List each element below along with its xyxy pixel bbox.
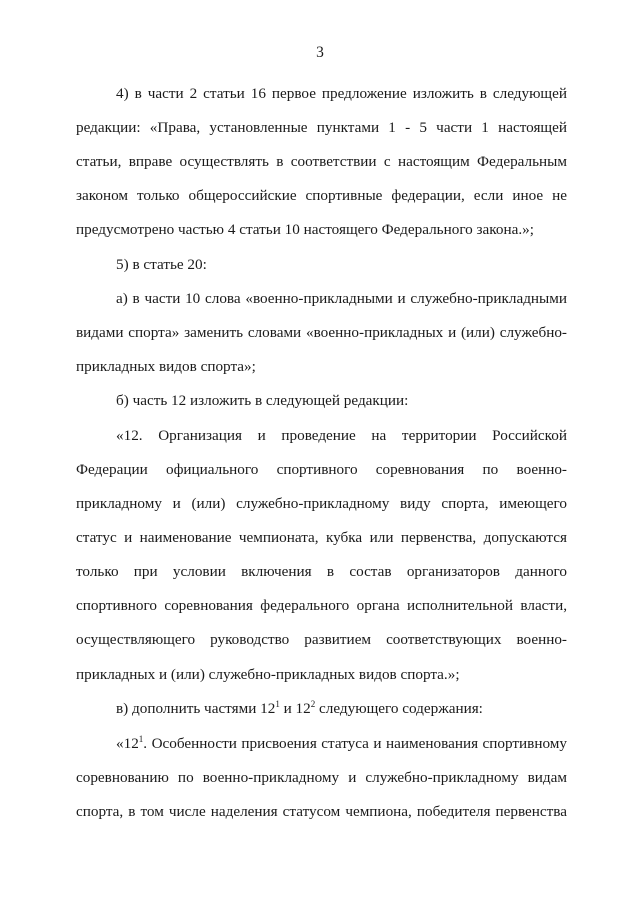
quote-12-line-5: только при условии включения в состав организаторов данного (76, 563, 567, 580)
quote-12-1-line-1 (116, 734, 567, 754)
quote-12-1-prefix: «12 (116, 735, 139, 752)
paragraph-5a-line-3: прикладных видов спорта»; (76, 358, 256, 375)
paragraph-4-line-4: законом только общероссийские спортивные федерации, если иное не (76, 187, 567, 204)
quote-12-line-4: статус и наименование чемпионата, кубка или первенства, допускаются (76, 529, 567, 546)
quote-12-line-3: прикладному и (или) служебно-прикладному виду спорта, имеющего (76, 495, 567, 512)
paragraph-5v-text-start: в) дополнить частями 12 (116, 700, 276, 717)
paragraph-5v-text-middle: и 12 (279, 700, 311, 717)
quote-12-line-2: Федерации официального спортивного соревнования по военно- (76, 461, 567, 478)
superscript-1: 1 (138, 734, 144, 744)
paragraph-5a-line-2: видами спорта» заменить словами «военно-прикладных и (или) служебно- (76, 324, 567, 341)
superscript-1: 1 (275, 699, 280, 709)
superscript-2: 2 (310, 699, 316, 709)
paragraph-4-line-2: редакции: «Права, установленные пунктами 1 - 5 части 1 настоящей (76, 119, 567, 136)
paragraph-4-line-3: статьи, вправе осуществлять в соответствии с настоящим Федеральным (76, 153, 567, 170)
page-number: 3 (316, 44, 324, 61)
quote-12-line-8: прикладных и (или) служебно-прикладных видов спорта.»; (76, 666, 460, 683)
paragraph-5b-line-1: б) часть 12 изложить в следующей редакции: (116, 392, 409, 409)
quote-12-1-line-3: спорта, в том числе наделения статусом чемпиона, победителя первенства (76, 803, 567, 820)
quote-12-1-text: . Особенности присвоения статуса и наименования спортивному (143, 735, 567, 752)
paragraph-4-line-1: 4) в части 2 статьи 16 первое предложение изложить в следующей (116, 85, 567, 102)
quote-12-1-line-2: соревнованию по военно-прикладному и служебно-прикладному видам (76, 769, 567, 786)
paragraph-5a-line-1: а) в части 10 слова «военно-прикладными и служебно-прикладными (116, 290, 567, 307)
paragraph-5-heading: 5) в статье 20: (116, 256, 207, 273)
paragraph-5v-line-1 (116, 699, 567, 719)
quote-12-line-1: «12. Организация и проведение на территории Российской (116, 427, 567, 444)
paragraph-4-line-5: предусмотрено частью 4 статьи 10 настоящего Федерального закона.»; (76, 221, 534, 238)
quote-12-line-7: осуществляющего руководство развитием соответствующих военно- (76, 631, 567, 648)
paragraph-5v-text-end: следующего содержания: (315, 700, 483, 717)
quote-12-line-6: спортивного соревнования федерального органа исполнительной власти, (76, 597, 567, 614)
